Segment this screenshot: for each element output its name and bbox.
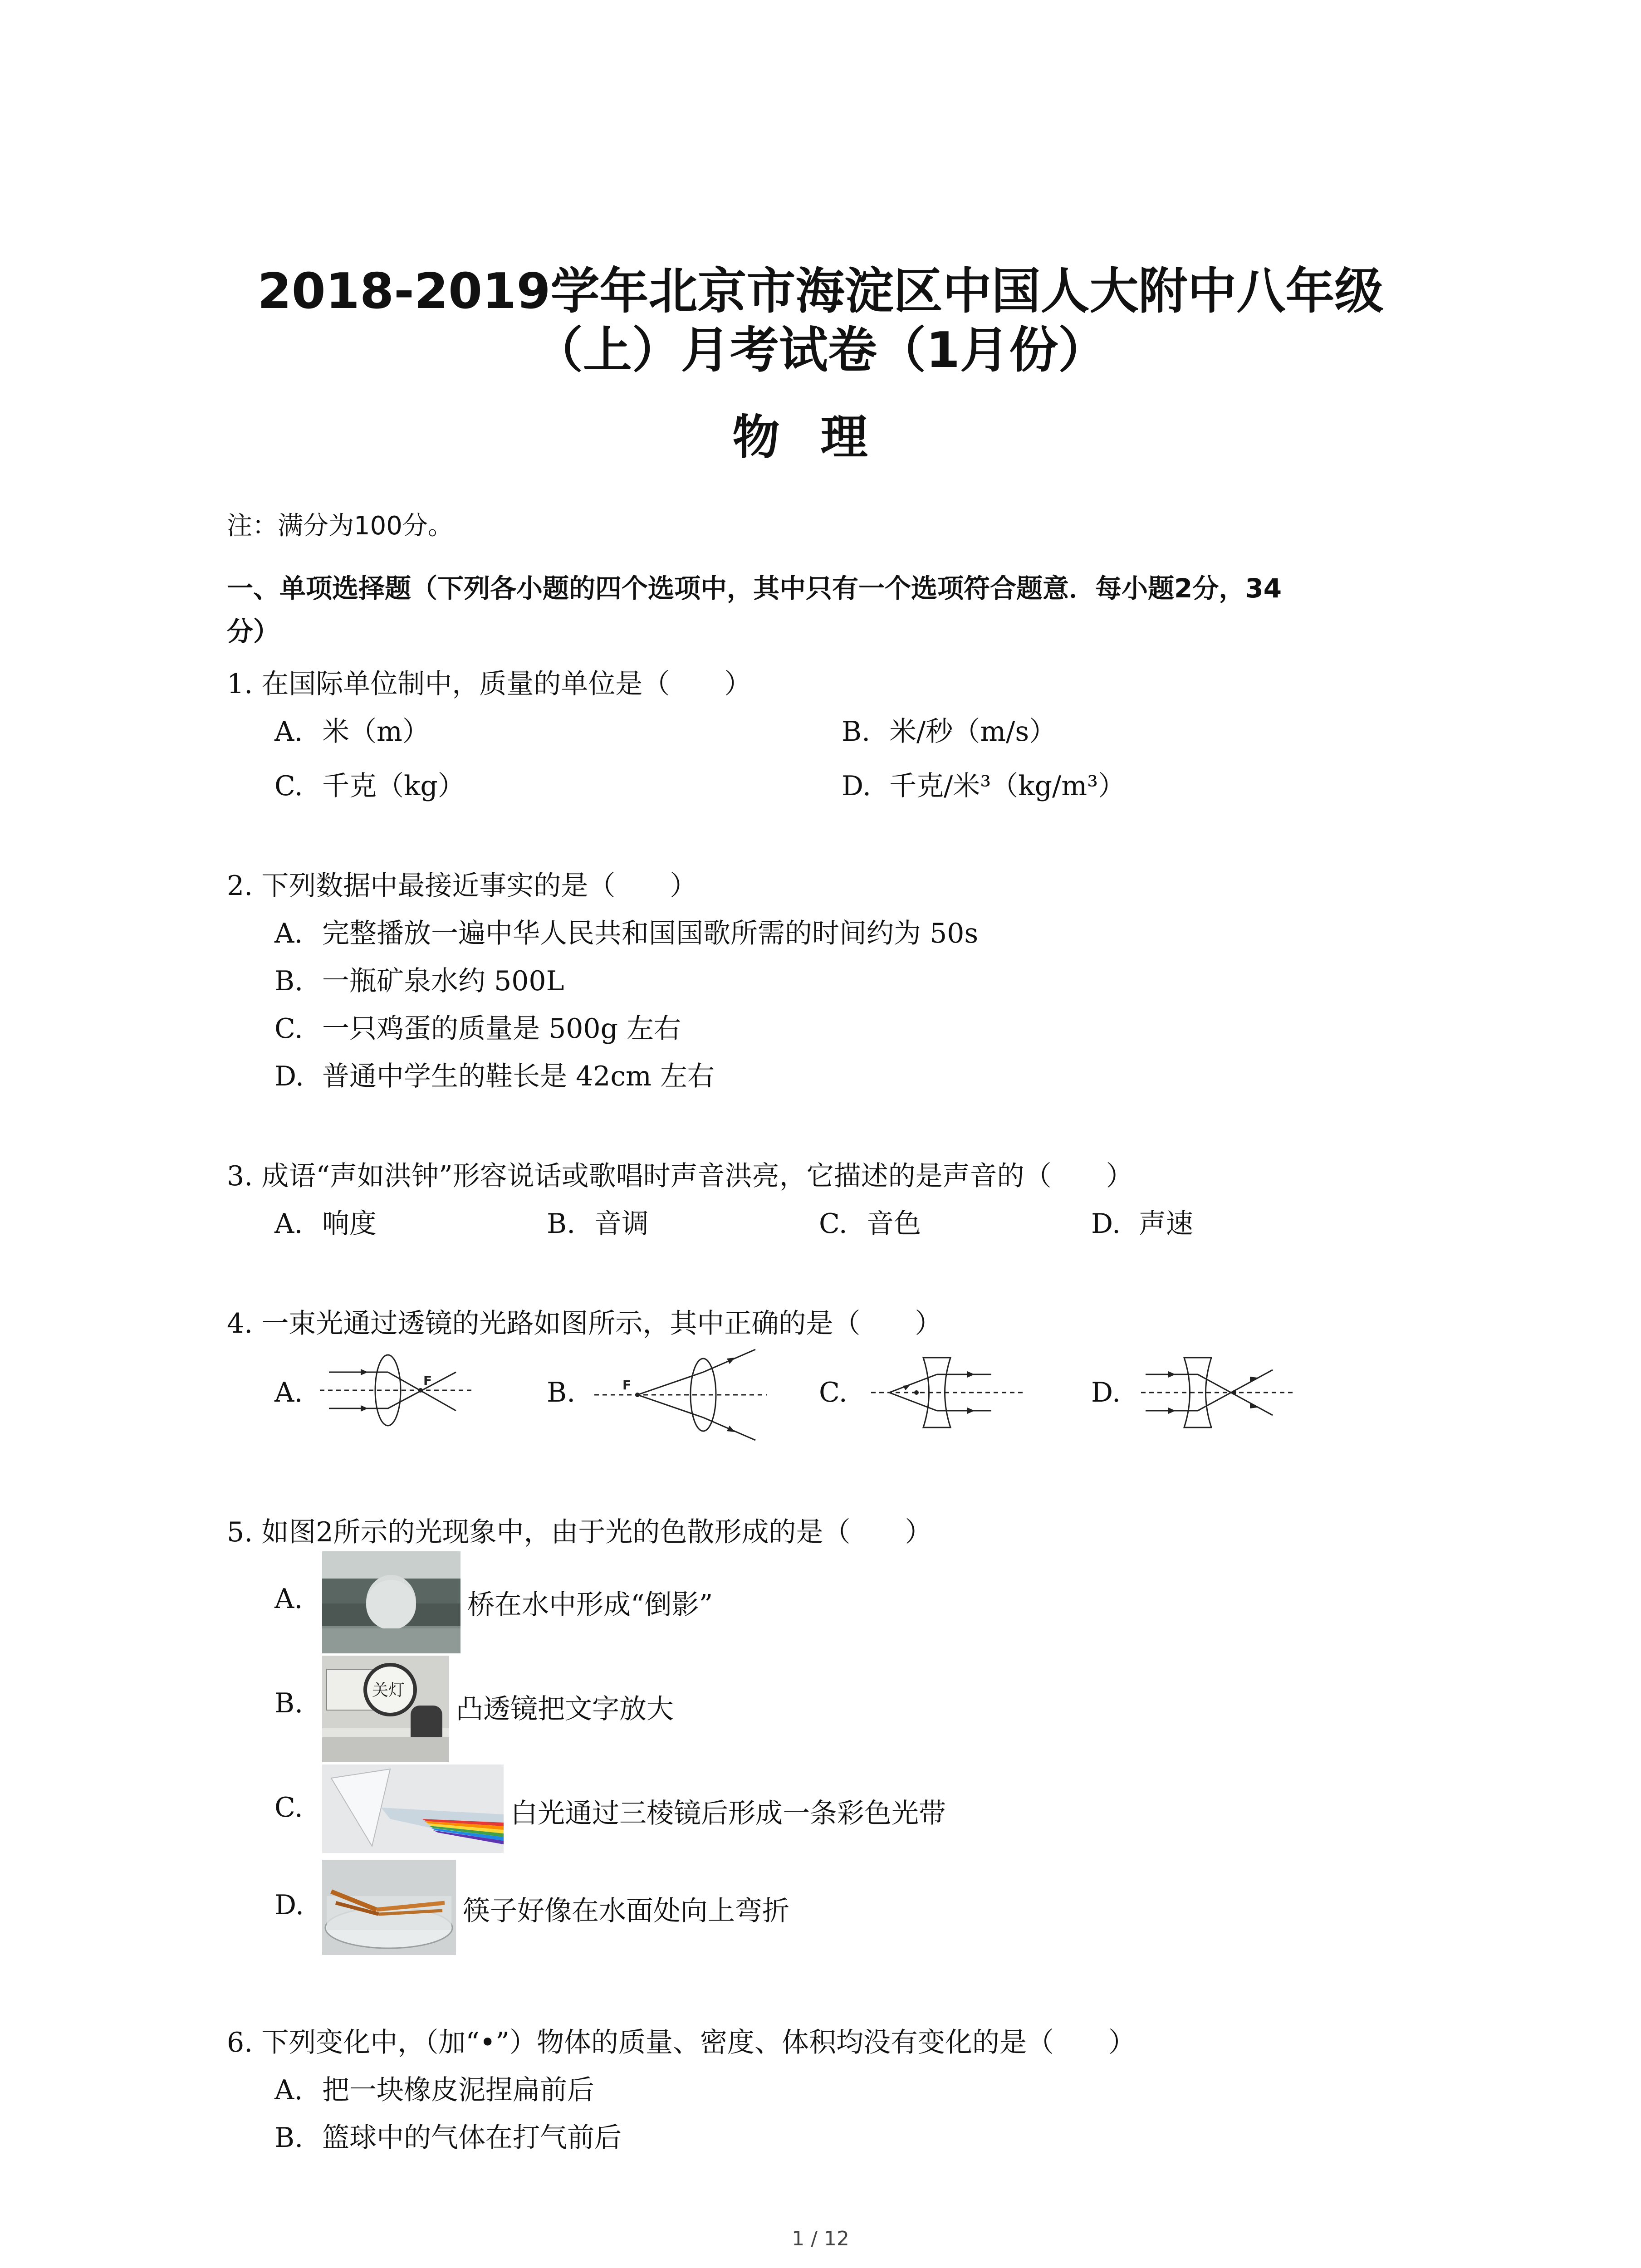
magnifier-photo [322, 1656, 449, 1762]
question-1-stem: 1. 在国际单位制中，质量的单位是（ ） [227, 668, 752, 700]
concave-lens-diagram-c [871, 1354, 1025, 1440]
magnified-text: 关灯 [372, 1681, 405, 1700]
question-5-option-c-text: 白光通过三棱镜后形成一条彩色光带 [510, 1798, 946, 1829]
option-text: 米/秒（m/s） [889, 716, 1057, 748]
option-text: 把一块橡皮泥捏扁前后 [322, 2074, 594, 2106]
option-label: B. [547, 1208, 576, 1240]
focus-label: F [622, 1378, 632, 1393]
option-text: 篮球中的气体在打气前后 [322, 2122, 622, 2154]
option-text: 音调 [594, 1208, 649, 1240]
question-4-stem: 4. 一束光通过透镜的光路如图所示，其中正确的是（ ） [227, 1308, 942, 1339]
question-5-option-d-label: D. [274, 1889, 304, 1921]
question-3-option-c [819, 1202, 921, 1241]
option-label: D. [1091, 1208, 1121, 1240]
question-6-option-b [274, 2116, 622, 2155]
subject-title: 物理 [732, 410, 909, 465]
question-4-option-a-label: A. [274, 1377, 303, 1408]
question-3-option-d [1091, 1202, 1193, 1241]
page-number: 1 / 12 [792, 2227, 849, 2250]
question-6-stem: 6. 下列变化中，（加“•”）物体的质量、密度、体积均没有变化的是（ ） [227, 2027, 1136, 2058]
question-2-option-a [274, 912, 978, 951]
option-label: C. [274, 770, 303, 802]
prism-dispersion-photo [322, 1765, 504, 1853]
option-label: B. [842, 716, 871, 748]
option-label: A. [274, 716, 303, 748]
question-5-option-d-text: 筷子好像在水面处向上弯折 [463, 1895, 789, 1927]
option-text: 普通中学生的鞋长是 42cm 左右 [322, 1061, 715, 1092]
option-label: A. [274, 918, 303, 949]
question-1-option-c [274, 764, 465, 803]
title-line-2: （上）月考试卷（1月份） [534, 322, 1107, 379]
option-text: 米（m） [322, 716, 430, 748]
concave-lens-diagram-d [1141, 1354, 1295, 1440]
question-4-option-d-label: D. [1091, 1377, 1121, 1408]
question-5-option-a-label: A. [274, 1583, 303, 1615]
option-label: B. [274, 965, 304, 997]
option-label: C. [819, 1208, 847, 1240]
convex-lens-diagram-a [320, 1354, 474, 1440]
option-text: 完整播放一遍中华人民共和国国歌所需的时间约为 50s [322, 918, 979, 949]
section-heading-line-1: 一、单项选择题（下列各小题的四个选项中，其中只有一个选项符合题意．每小题2分，34 [227, 573, 1282, 604]
question-1-option-d [842, 764, 1125, 803]
question-2-stem: 2. 下列数据中最接近事实的是（ ） [227, 870, 697, 902]
question-6-option-a [274, 2068, 594, 2107]
option-label: D. [274, 1061, 304, 1092]
question-1-option-a [274, 710, 430, 749]
option-label: A. [274, 1208, 303, 1240]
question-3-option-a [274, 1202, 377, 1241]
option-text: 声速 [1139, 1208, 1193, 1240]
option-text: 响度 [322, 1208, 377, 1240]
question-2-option-c [274, 1007, 681, 1046]
option-text: 一只鸡蛋的质量是 500g 左右 [322, 1013, 681, 1045]
bridge-reflection-photo [322, 1551, 460, 1653]
title-line-1: 2018-2019学年北京市海淀区中国人大附中八年级 [257, 263, 1384, 320]
question-5-option-b-text: 凸透镜把文字放大 [456, 1693, 674, 1725]
option-label: B. [274, 2122, 304, 2154]
question-2-option-b [274, 959, 564, 998]
option-label: A. [274, 2074, 303, 2106]
option-text: 千克（kg） [322, 770, 465, 802]
option-label: D. [842, 770, 872, 802]
question-5-option-c-label: C. [274, 1792, 303, 1823]
question-1-option-b [842, 710, 1056, 749]
section-heading-line-2: 分） [227, 616, 280, 647]
question-2-option-d [274, 1055, 715, 1094]
focus-label: F [423, 1373, 432, 1388]
question-3-option-b [547, 1202, 649, 1241]
question-5-stem: 5. 如图2所示的光现象中，由于光的色散形成的是（ ） [227, 1516, 932, 1548]
question-5-option-a-text: 桥在水中形成“倒影” [467, 1589, 713, 1621]
option-text: 音色 [867, 1208, 921, 1240]
option-label: C. [274, 1013, 303, 1045]
question-4-option-c-label: C. [819, 1377, 847, 1408]
question-3-stem: 3. 成语“声如洪钟”形容说话或歌唱时声音洪亮，它描述的是声音的（ ） [227, 1160, 1133, 1192]
question-4-option-b-label: B. [547, 1377, 576, 1408]
option-text: 一瓶矿泉水约 500L [322, 965, 564, 997]
convex-lens-diagram-b [594, 1345, 767, 1445]
question-5-option-b-label: B. [274, 1687, 304, 1719]
chopsticks-in-water-photo [322, 1860, 456, 1955]
option-text: 千克/米³（kg/m³） [889, 770, 1126, 802]
score-note: 注：满分为100分。 [227, 511, 453, 541]
